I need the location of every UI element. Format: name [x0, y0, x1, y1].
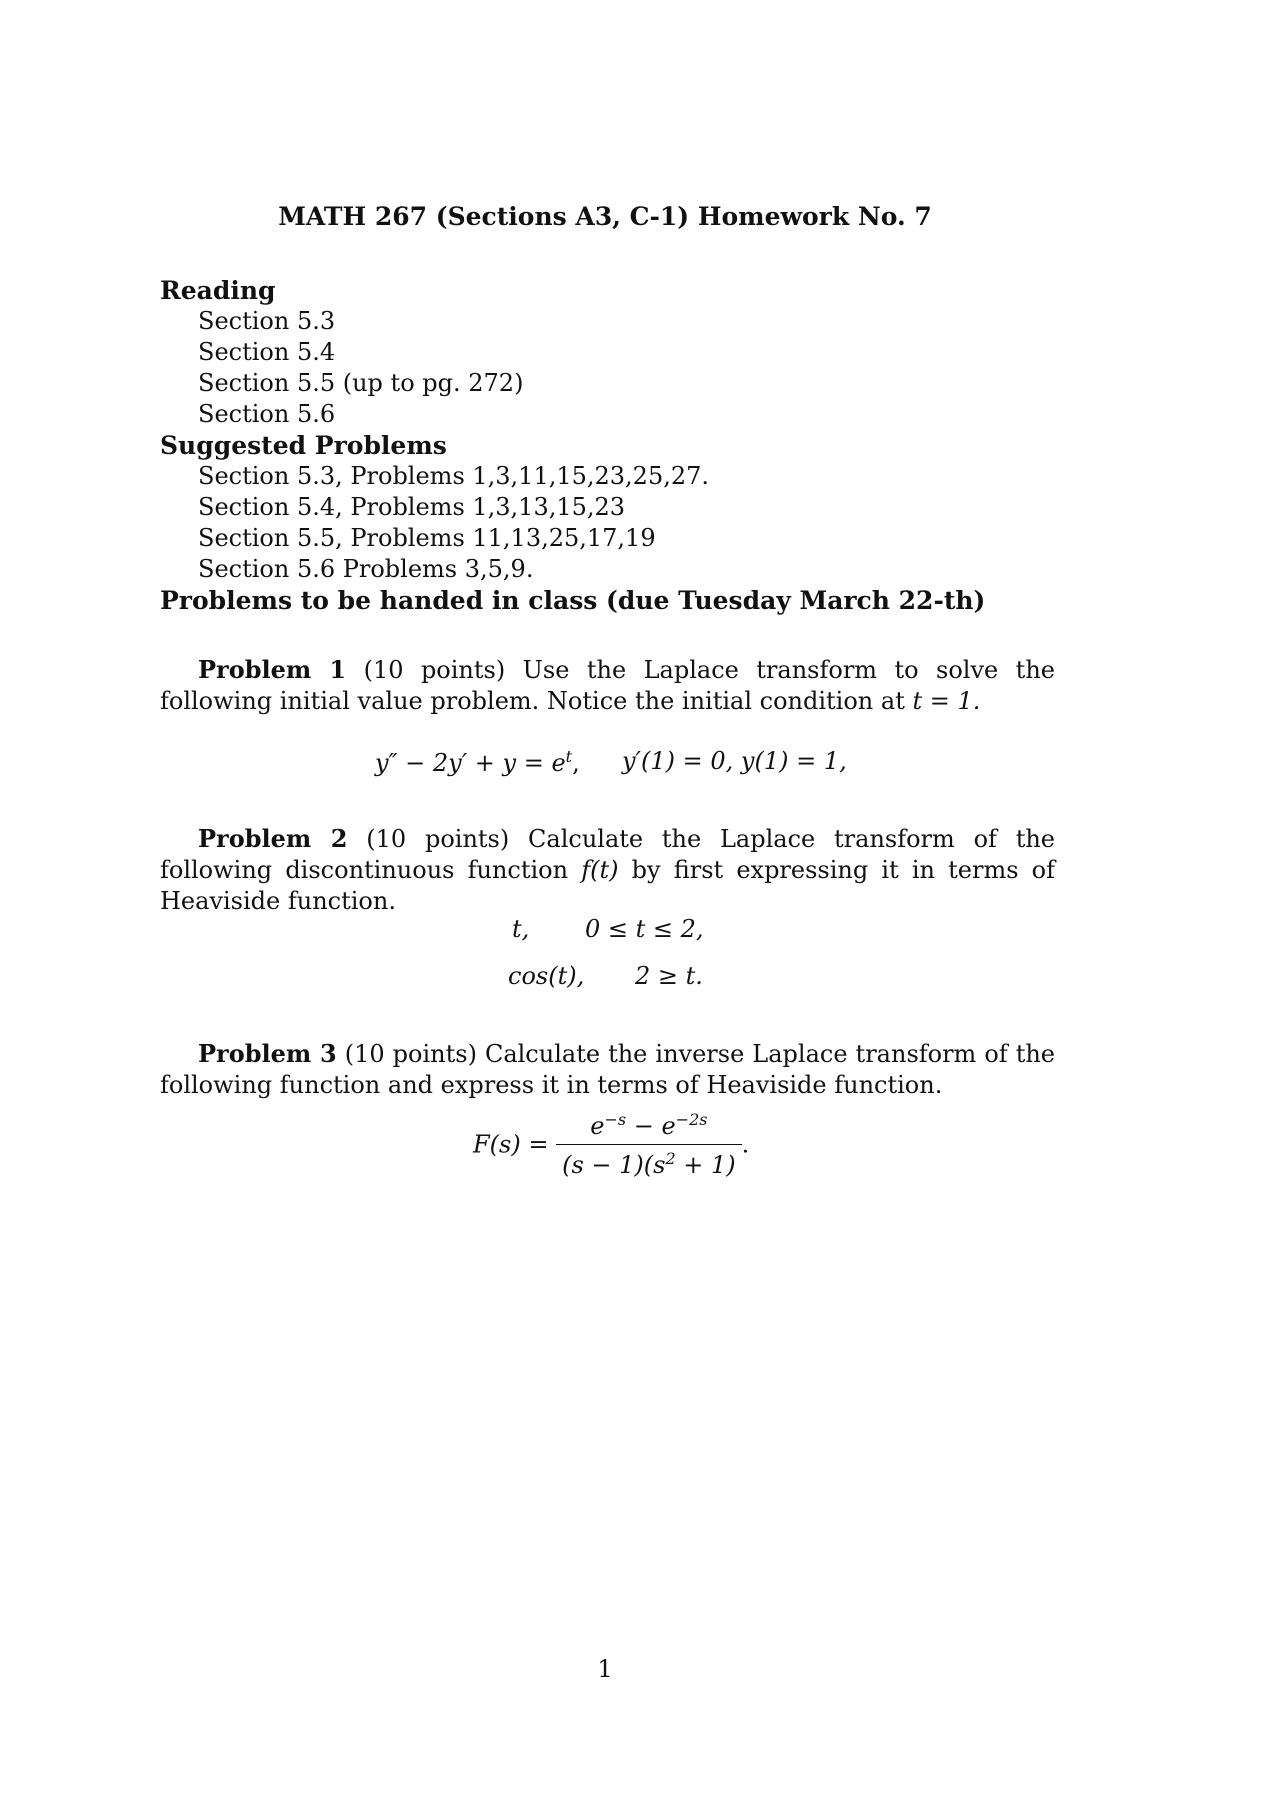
- equation-text: y′(1) = 0, y(1) = 1,: [622, 747, 847, 775]
- fraction-numerator: [556, 1110, 742, 1145]
- suggested-item: Section 5.5, Problems 11,13,25,17,19: [198, 524, 656, 552]
- reading-heading: Reading: [160, 276, 276, 305]
- numerator-term: − e: [626, 1112, 676, 1140]
- problem-function: f(t): [581, 856, 619, 884]
- fraction-denominator: [556, 1145, 742, 1179]
- suggested-item: Section 5.6 Problems 3,5,9.: [198, 555, 534, 583]
- numerator-sup: −2s: [675, 1110, 708, 1129]
- problem-3-equation: [473, 1110, 749, 1179]
- case-cond: 2 ≥ t.: [635, 962, 703, 990]
- problem-text-math: t = 1.: [912, 687, 981, 715]
- numerator-sup: −s: [604, 1110, 627, 1129]
- problem-1: [160, 654, 1055, 717]
- page-title: MATH 267 (Sections A3, C-1) Homework No. 7: [278, 202, 932, 231]
- page-number: 1: [597, 1655, 613, 1683]
- problem-label: Problem 3: [198, 1039, 337, 1068]
- problem-text: (10 points) Calculate the inverse Laplace transform of the following function and express it in terms of Heaviside function.: [160, 1040, 1055, 1099]
- suggested-item: Section 5.3, Problems 1,3,11,15,23,25,27.: [198, 462, 710, 490]
- denominator-sup: 2: [665, 1149, 676, 1168]
- handin-heading: Problems to be handed in class (due Tuesday March 22-th): [160, 586, 986, 615]
- case-expr: t,: [512, 915, 530, 943]
- suggested-item: Section 5.4, Problems 1,3,13,15,23: [198, 493, 626, 521]
- problem-3: [160, 1038, 1055, 1101]
- case-expr: cos(t),: [508, 962, 585, 990]
- case-cond: 0 ≤ t ≤ 2,: [585, 915, 704, 943]
- equation-text: y″ − 2y′ + y = e: [375, 749, 566, 777]
- equation-lhs: F(s) =: [473, 1130, 549, 1159]
- fraction: [556, 1110, 742, 1179]
- equation-sup: t: [565, 747, 573, 766]
- problem-2: [160, 823, 1055, 917]
- reading-item: Section 5.4: [198, 338, 336, 366]
- denominator-term: + 1): [675, 1151, 736, 1179]
- problem-1-equation-right: [622, 747, 847, 775]
- denominator-term: (s − 1)(s: [562, 1151, 666, 1179]
- numerator-term: e: [590, 1112, 605, 1140]
- reading-item: Section 5.6: [198, 400, 336, 428]
- problem-text: (10 points) Calculate the Laplace transform of the following discontinuous function: [160, 825, 1055, 884]
- reading-item: Section 5.5 (up to pg. 272): [198, 369, 524, 397]
- suggested-heading: Suggested Problems: [160, 431, 447, 460]
- problem-1-equation-left: [375, 747, 580, 777]
- problem-label: Problem 1: [198, 655, 347, 684]
- equation-end: .: [741, 1130, 750, 1159]
- problem-label: Problem 2: [198, 824, 348, 853]
- reading-item: Section 5.3: [198, 307, 336, 335]
- problem-text: by first expressing it in terms of Heaviside function.: [160, 856, 1055, 915]
- assignment-list: [160, 275, 1060, 616]
- equation-text: ,: [572, 749, 580, 777]
- problem-text: (10 points) Use the Laplace transform to solve the following initial value problem. Notice the initial condition at: [160, 656, 1055, 715]
